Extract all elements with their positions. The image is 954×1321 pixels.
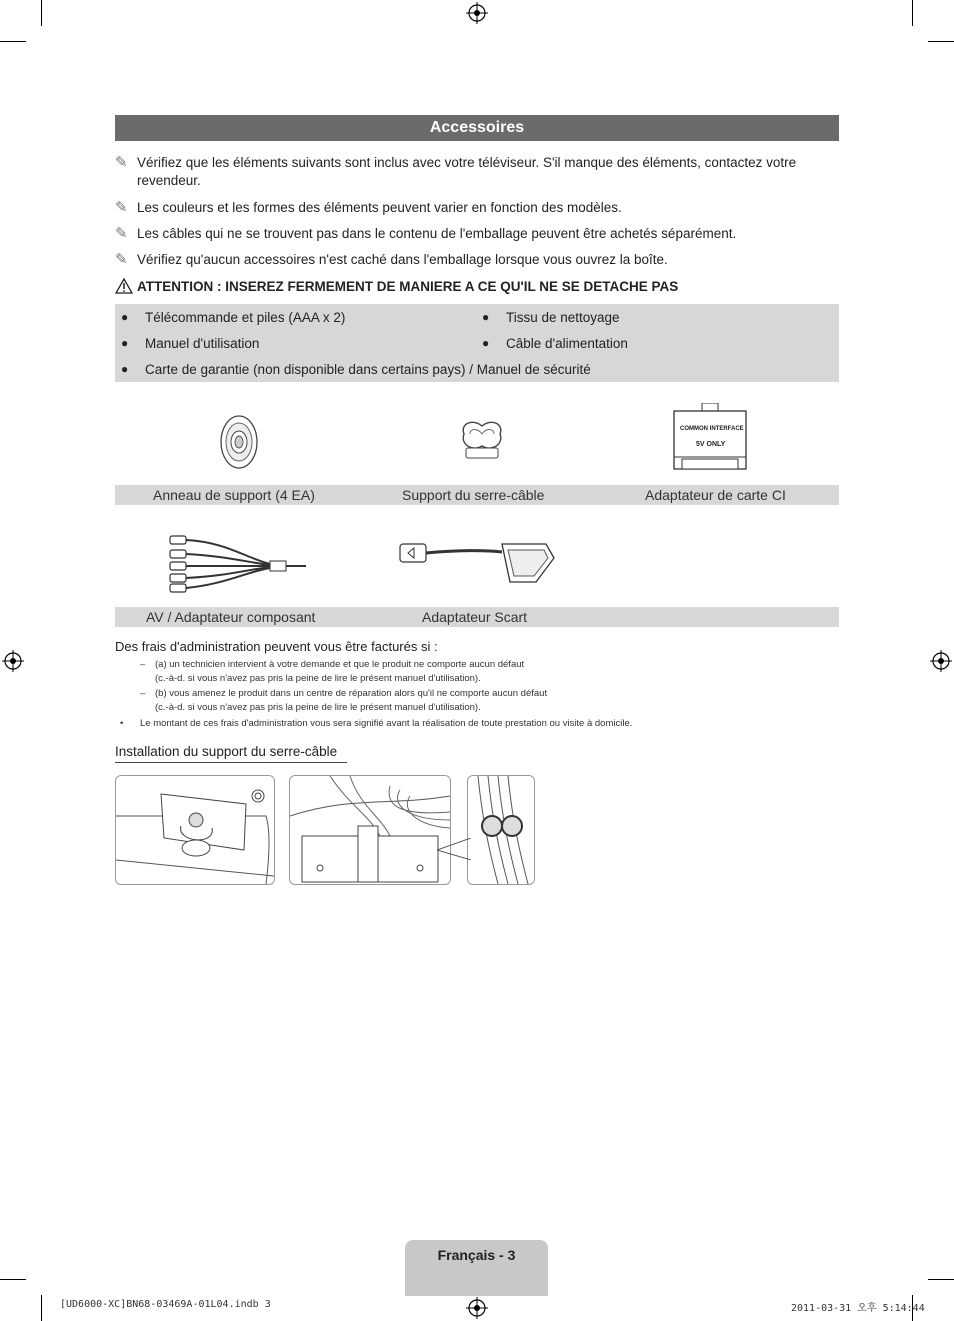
registration-mark-icon bbox=[2, 650, 24, 672]
warning-text: ATTENTION : INSEREZ FERMEMENT DE MANIERE A CE QU'IL NE SE DETACHE PAS bbox=[137, 279, 679, 294]
list-item: ● Câble d'alimentation bbox=[482, 336, 628, 351]
print-file-info: [UD6000-XC]BN68-03469A-01L04.indb 3 bbox=[60, 1299, 271, 1310]
note-item bbox=[115, 225, 815, 243]
note-item bbox=[115, 199, 815, 217]
accessory-label: AV / Adaptateur composant bbox=[146, 609, 316, 625]
registration-mark-icon bbox=[466, 1297, 488, 1319]
dash-marker: – bbox=[140, 659, 146, 670]
ci-card-adapter-image: COMMON INTERFACE 5V ONLY bbox=[672, 403, 748, 475]
note-text: Vérifiez qu'aucun accessoires n'est caché dans l'emballage lorsque vous ouvrez la boîte. bbox=[137, 252, 668, 267]
accessory-label: Adaptateur Scart bbox=[422, 609, 528, 625]
note-item bbox=[115, 154, 815, 190]
registration-mark-icon bbox=[466, 2, 488, 24]
warning-line bbox=[115, 278, 678, 297]
pencil-icon: ✎ bbox=[115, 199, 128, 216]
holder-ring-image bbox=[218, 414, 260, 470]
install-step-image bbox=[115, 775, 275, 885]
list-item: ● Télécommande et piles (AAA x 2) bbox=[121, 310, 346, 325]
label-strip bbox=[115, 485, 839, 505]
callout-line bbox=[437, 838, 471, 860]
page-number-tab: Français - 3 bbox=[405, 1240, 548, 1296]
install-section-title: Installation du support du serre-câble bbox=[115, 744, 347, 763]
crop-mark bbox=[0, 41, 26, 42]
cable-holder-image bbox=[458, 416, 506, 462]
crop-mark bbox=[912, 0, 913, 26]
pencil-icon: ✎ bbox=[115, 154, 128, 171]
accessory-label: Support du serre-câble bbox=[402, 487, 545, 503]
crop-mark bbox=[41, 1295, 42, 1321]
fees-case-b: (b) vous amenez le produit dans un centre de réparation alors qu'il ne comporte aucun défaut (c.-à-d. si vous n'avez pas pris la peine de lire le présent manuel d'utilisation). bbox=[155, 688, 548, 713]
list-item: ● Carte de garantie (non disponible dans certains pays) / Manuel de sécurité bbox=[121, 362, 591, 377]
label-strip bbox=[115, 607, 839, 627]
bullet-marker: • bbox=[120, 718, 124, 729]
note-text: Les couleurs et les formes des éléments peuvent varier en fonction des modèles. bbox=[137, 200, 622, 215]
section-title: Accessoires bbox=[115, 115, 839, 141]
note-item bbox=[115, 251, 815, 269]
contents-list bbox=[115, 304, 839, 382]
fees-case-a: (a) un technicien intervient à votre demande et que le produit ne comporte aucun défaut (c.-à-d. si vous n'avez pas pris la peine de lire le présent manuel d'utilisation). bbox=[155, 659, 525, 684]
registration-mark-icon bbox=[930, 650, 952, 672]
dash-marker: – bbox=[140, 688, 146, 699]
install-step-image bbox=[289, 775, 451, 885]
list-item: ● Manuel d'utilisation bbox=[121, 336, 260, 351]
print-date-info: 2011-03-31 오후 5:14:44 bbox=[791, 1303, 925, 1314]
note-text: Les câbles qui ne se trouvent pas dans le contenu de l'emballage peuvent être achetés séparément. bbox=[137, 226, 737, 241]
pencil-icon: ✎ bbox=[115, 251, 128, 268]
crop-mark bbox=[928, 41, 954, 42]
pencil-icon: ✎ bbox=[115, 225, 128, 242]
crop-mark bbox=[41, 0, 42, 26]
list-item: ● Tissu de nettoyage bbox=[482, 310, 620, 325]
warning-triangle-icon bbox=[115, 278, 137, 297]
fees-note: Le montant de ces frais d'administration vous sera signifié avant la réalisation de toute prestation ou visite à domicile. bbox=[140, 718, 633, 729]
accessory-label: Anneau de support (4 EA) bbox=[153, 487, 315, 503]
fees-intro: Des frais d'administration peuvent vous être facturés si : bbox=[115, 639, 438, 654]
install-detail-image bbox=[467, 775, 535, 885]
crop-mark bbox=[928, 1279, 954, 1280]
accessory-label: Adaptateur de carte CI bbox=[645, 487, 786, 503]
scart-adapter-image bbox=[396, 540, 556, 586]
note-text: Vérifiez que les éléments suivants sont inclus avec votre téléviseur. S'il manque des éléments, contactez votre revendeur. bbox=[137, 155, 797, 188]
crop-mark bbox=[0, 1279, 26, 1280]
av-component-adapter-image bbox=[166, 528, 308, 594]
